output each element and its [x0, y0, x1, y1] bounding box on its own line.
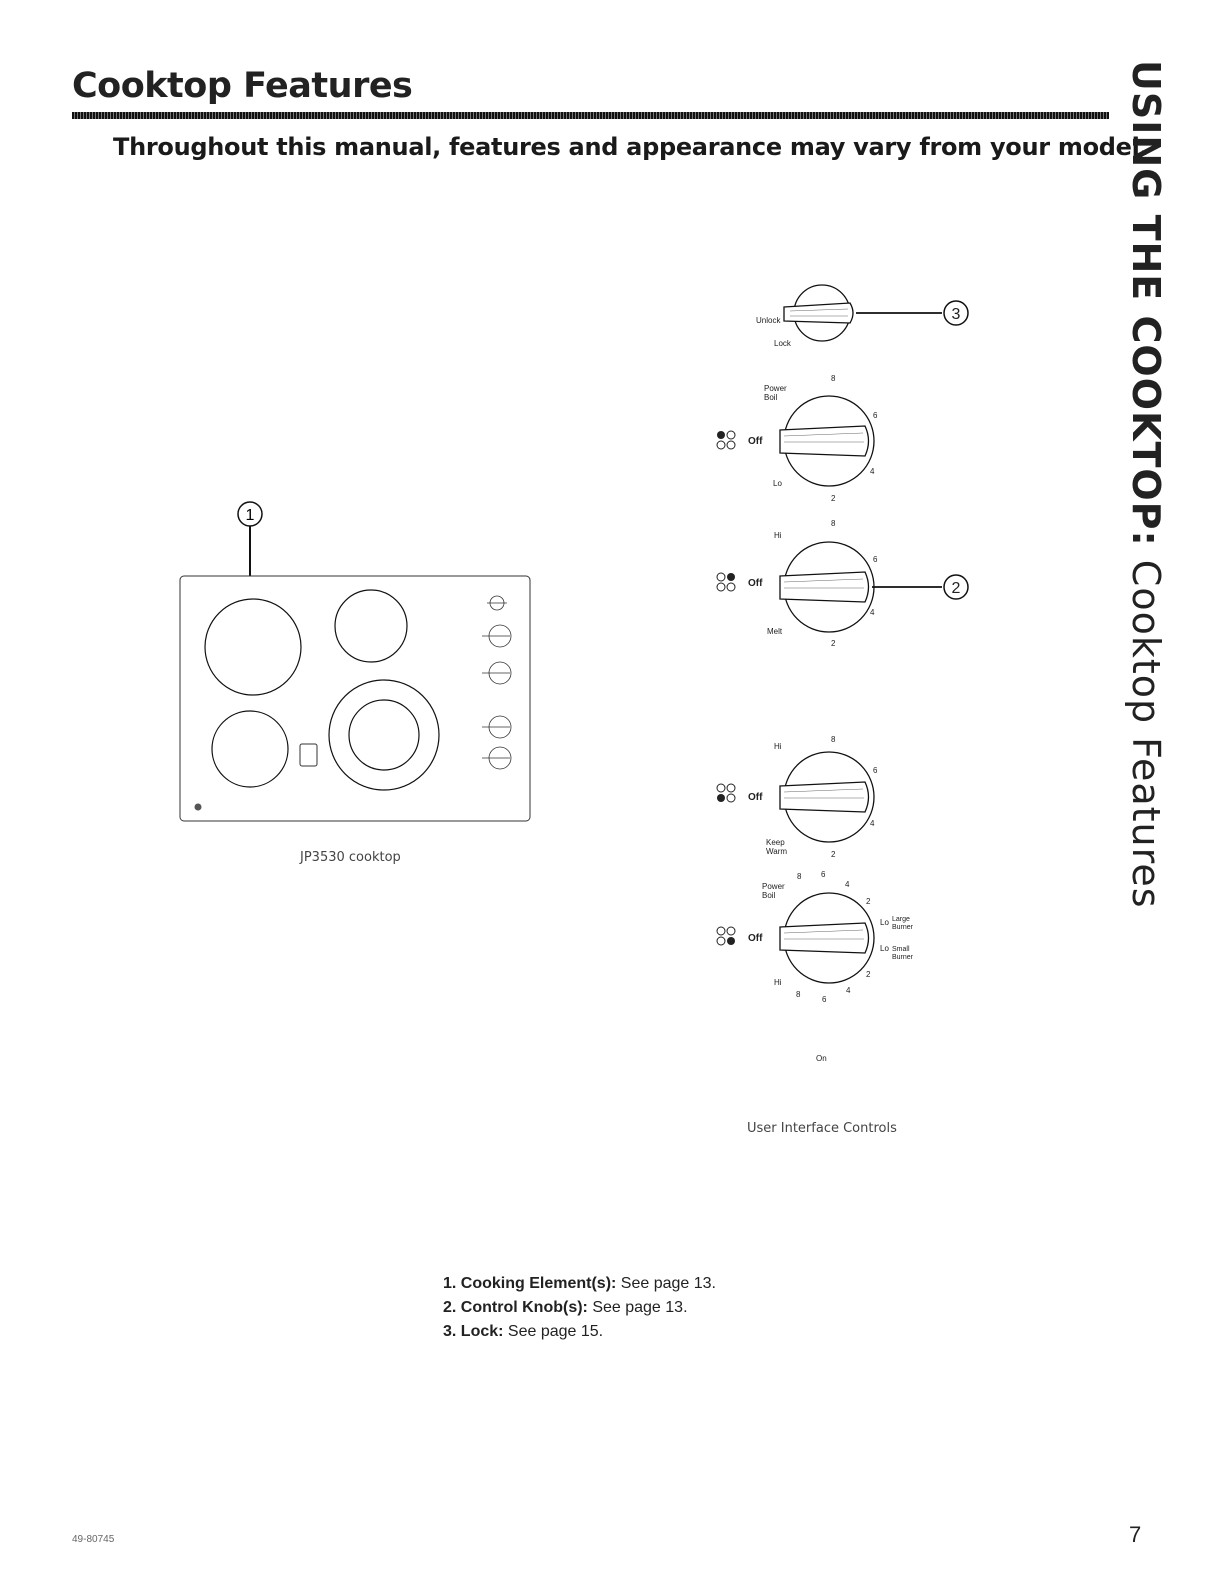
control-knob-2	[717, 519, 968, 648]
side-tab-light: Cooktop Features	[1124, 546, 1168, 909]
control-knob-4	[717, 870, 914, 1004]
legend-text: See page 15.	[503, 1323, 604, 1340]
knob3-2: 2	[831, 850, 836, 859]
side-tab	[1110, 60, 1190, 909]
knob4-small-label: Small	[892, 946, 910, 953]
callout-3-number: 3	[951, 306, 961, 323]
knob4-top-8: 8	[797, 872, 802, 881]
knob4-top-4: 4	[845, 880, 850, 889]
knob1-boil-label: Boil	[764, 393, 778, 402]
knob4-large-label: Large	[892, 916, 910, 923]
knob1-lo-label: Lo	[773, 479, 782, 488]
on-label: On	[816, 1054, 827, 1063]
knob4-off-label: Off	[748, 933, 763, 944]
lock-knob	[756, 285, 968, 348]
control-knob-3	[717, 735, 878, 859]
legend-item	[443, 1272, 716, 1296]
brand-logo	[195, 804, 202, 811]
page-number: 7	[1129, 1522, 1142, 1547]
control-knob-1	[717, 374, 878, 503]
knob4-top-2: 2	[866, 897, 871, 906]
knob2-hi-label: Hi	[774, 531, 782, 540]
knob4-bot-8: 8	[796, 990, 801, 999]
knob4-burner-small-label: Burner	[892, 954, 914, 961]
legend	[443, 1272, 716, 1344]
title-rule	[72, 112, 1109, 119]
knob3-keep-label: Keep	[766, 838, 785, 847]
knob3-8: 8	[831, 735, 836, 744]
lock-knob-lock-label: Lock	[774, 339, 791, 348]
knob2-4: 4	[870, 608, 875, 617]
legend-label: 2. Control Knob(s):	[443, 1299, 588, 1316]
knob3-hi-label: Hi	[774, 742, 782, 751]
knob4-hi-label: Hi	[774, 978, 782, 987]
knob1-2: 2	[831, 494, 836, 503]
knob4-top-6: 6	[821, 870, 826, 879]
callout-2-number: 2	[951, 580, 961, 597]
cooktop-diagram	[170, 490, 540, 830]
knob2-melt-label: Melt	[767, 627, 783, 636]
knob4-burner-large-label: Burner	[892, 924, 914, 931]
knob2-off-label: Off	[748, 578, 763, 589]
legend-label: 3. Lock:	[443, 1323, 504, 1340]
side-tab-text	[1124, 60, 1168, 909]
legend-item	[443, 1296, 716, 1320]
page-title: Cooktop Features	[72, 66, 413, 106]
knob4-bot-2: 2	[866, 970, 871, 979]
lock-knob-unlock-label: Unlock	[756, 316, 781, 325]
knob3-warm-label: Warm	[766, 847, 788, 856]
knob4-boil-label: Boil	[762, 891, 776, 900]
knob1-4: 4	[870, 467, 875, 476]
knob4-bot-6: 6	[822, 995, 827, 1004]
knob2-2: 2	[831, 639, 836, 648]
legend-item	[443, 1320, 716, 1344]
page-subtitle: Throughout this manual, features and appearance may vary from your model.	[113, 133, 1149, 161]
knob2-8: 8	[831, 519, 836, 528]
controls-diagram	[700, 275, 1000, 1075]
knob3-off-label: Off	[748, 792, 763, 803]
legend-label: 1. Cooking Element(s):	[443, 1275, 617, 1292]
side-tab-bold: USING THE COOKTOP:	[1124, 60, 1168, 547]
knob4-lo-large: Lo	[880, 918, 889, 927]
knob3-4: 4	[870, 819, 875, 828]
legend-text: See page 13.	[616, 1275, 716, 1292]
knob2-6: 6	[873, 555, 878, 564]
controls-caption: User Interface Controls	[747, 1121, 897, 1136]
callout-1-number: 1	[245, 507, 255, 524]
legend-text: See page 13.	[587, 1299, 688, 1316]
knob4-lo-small: Lo	[880, 944, 889, 953]
knob3-6: 6	[873, 766, 878, 775]
cooktop-caption: JP3530 cooktop	[300, 850, 401, 865]
cooktop-surface	[180, 576, 530, 821]
knob1-power-label: Power	[764, 384, 787, 393]
knob4-power-label: Power	[762, 882, 785, 891]
knob1-8: 8	[831, 374, 836, 383]
knob4-bot-4: 4	[846, 986, 851, 995]
doc-code: 49-80745	[72, 1534, 115, 1545]
knob1-off-label: Off	[748, 436, 763, 447]
knob1-6: 6	[873, 411, 878, 420]
